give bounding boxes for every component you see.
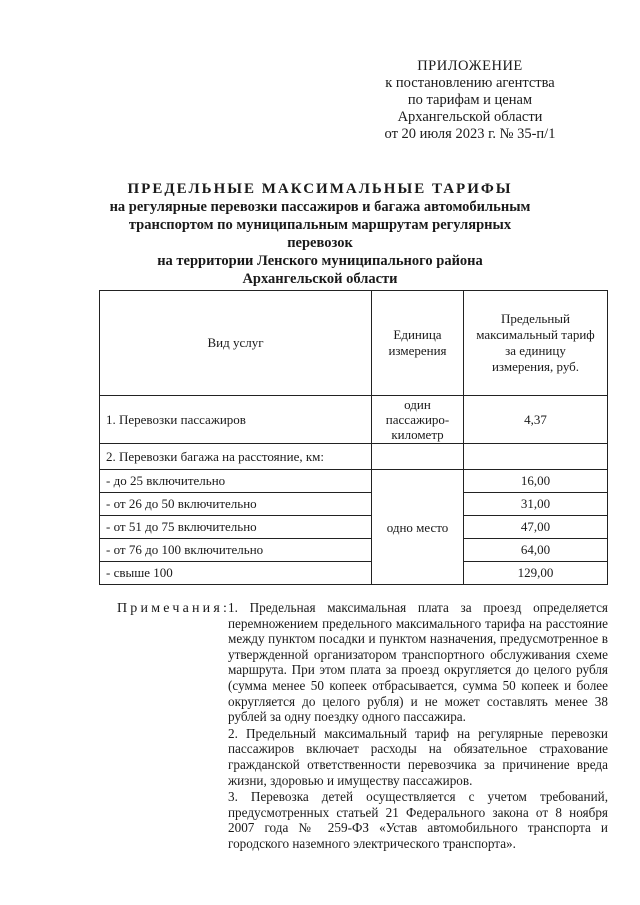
row-unit-empty	[372, 444, 464, 470]
row-value: 129,00	[464, 562, 608, 585]
row-value: 31,00	[464, 493, 608, 516]
title-line: ПРЕДЕЛЬНЫЕ МАКСИМАЛЬНЫЕ ТАРИФЫ	[127, 181, 513, 197]
note-item: 2. Предельный максимальный тариф на регулярные перевозки пассажиров включает расходы на обязательное страхование гражданской ответственности перевозчика за причинение вреда жизни, здоровью и имуществу пассажиров.	[228, 725, 608, 788]
row-name: - от 76 до 100 включительно	[100, 539, 372, 562]
table-header-row	[100, 291, 608, 396]
document-title	[100, 180, 540, 288]
row-value: 4,37	[464, 396, 608, 444]
title-line: транспортом по муниципальным маршрутам регулярных перевозок	[128, 217, 512, 251]
note-item: 3. Перевозка детей осуществляется с учетом требований, предусмотренных статьей 21 Федерального закона от 8 ноября 2007 года № 259-ФЗ «Устав автомобильного транспорта и городского наземного электрического транспорта».	[228, 789, 608, 851]
table-row	[100, 516, 608, 539]
row-value: 16,00	[464, 470, 608, 493]
table-row	[100, 396, 608, 444]
header-service: Вид услуг	[100, 291, 372, 396]
row-unit: одно место	[372, 470, 464, 585]
row-name: - свыше 100	[100, 562, 372, 585]
title-line: Архангельской области	[242, 271, 398, 287]
annex-line: Архангельской области	[397, 109, 543, 125]
annex-title: ПРИЛОЖЕНИЕ	[417, 58, 523, 74]
row-name: - от 51 до 75 включительно	[100, 516, 372, 539]
table-row	[100, 493, 608, 516]
row-name: 2. Перевозки багажа на расстояние, км:	[100, 444, 372, 470]
row-name: - от 26 до 50 включительно	[100, 493, 372, 516]
tariff-table	[99, 290, 608, 585]
row-value-empty	[464, 444, 608, 470]
row-name: - до 25 включительно	[100, 470, 372, 493]
row-name: 1. Перевозки пассажиров	[100, 396, 372, 444]
annex-line: по тарифам и ценам	[407, 92, 533, 108]
title-line: на территории Ленского муниципального района	[157, 253, 483, 269]
row-value: 47,00	[464, 516, 608, 539]
table-row	[100, 470, 608, 493]
table-row	[100, 539, 608, 562]
title-line: на регулярные перевозки пассажиров и багажа автомобильным	[109, 199, 531, 215]
header-unit: Единица измерения	[372, 291, 464, 396]
annex-date: от 20 июля 2023 г. № 35-п/1	[384, 126, 556, 142]
table-row	[100, 562, 608, 585]
annex-line: к постановлению агентства	[385, 75, 555, 91]
table-row	[100, 444, 608, 470]
note-item: 1. Предельная максимальная плата за проезд определяется перемножением предельного максимального тарифа на расстояние между пунктом посадки и пунктом назначения, предусмотренное в утвержденной организатором транспортного обслуживания схеме маршрута. При этом плата за проезд округляется до целого рубля (сумма менее 50 копеек отбрасывается, сумма 50 копеек и более округляется до целого рубля) и не может составлять менее 38 рублей за одну поездку одного пассажира.	[228, 600, 608, 725]
row-unit: один пассажиро-километр	[372, 396, 464, 444]
notes-label: Примечания:	[117, 601, 231, 616]
annex-header	[350, 58, 590, 143]
notes-list	[228, 600, 608, 853]
header-tariff: Предельный максимальный тариф за единицу измерения, руб.	[464, 291, 608, 396]
row-value: 64,00	[464, 539, 608, 562]
